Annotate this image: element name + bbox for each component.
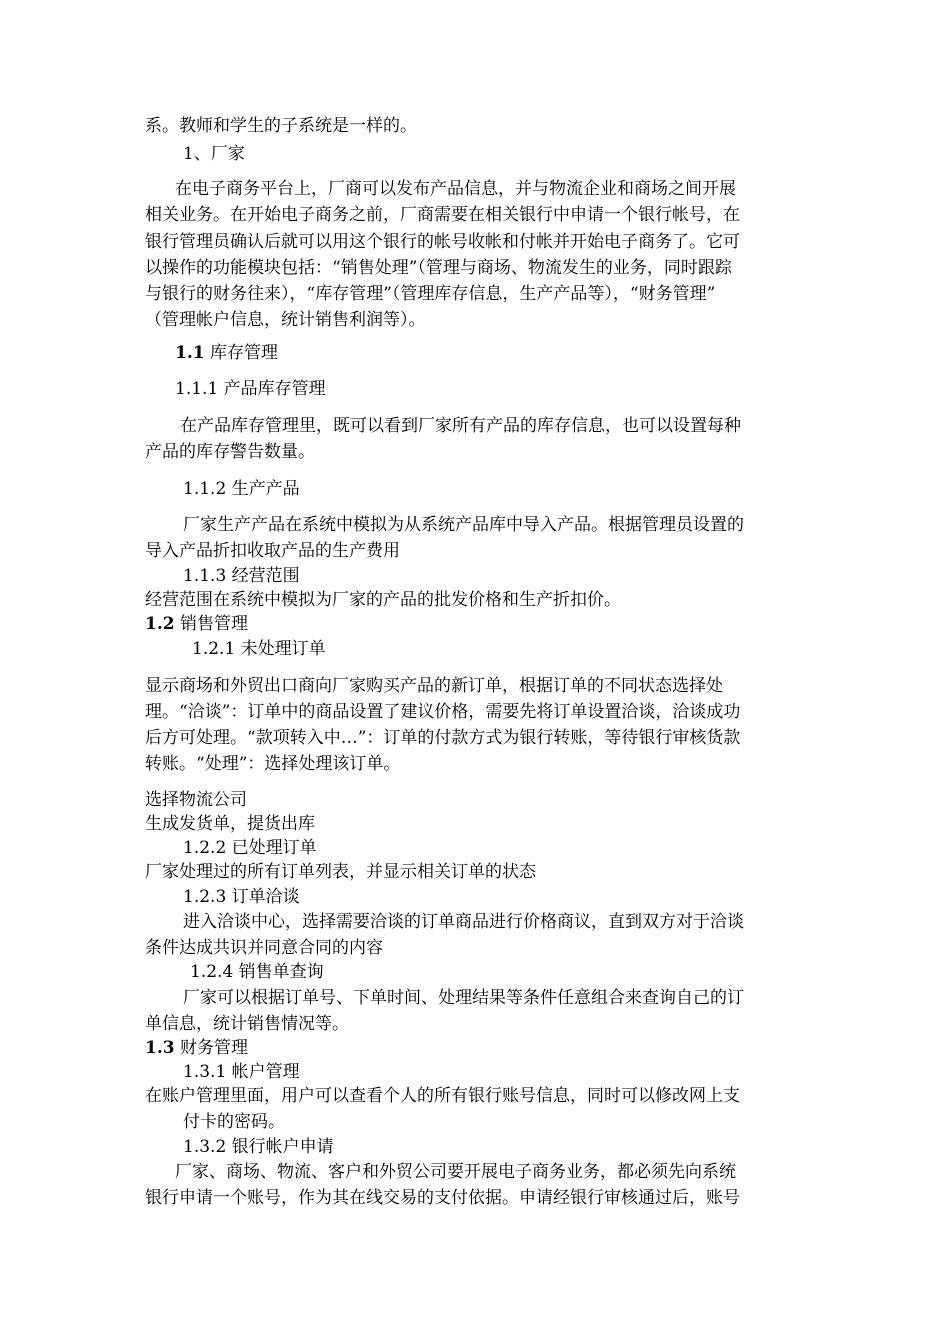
paragraph-line: 银行申请一个账号，作为其在线交易的支付依据。申请经银行审核通过后，账号 [145,1188,740,1208]
heading-1-2-2: 1.2.2 已处理订单 [183,838,317,858]
intro-tail-line: 系。教师和学生的子系统是一样的。 [145,116,417,136]
paragraph-line: 在电子商务平台上，厂商可以发布产品信息，并与物流企业和商场之间开展 [175,179,736,199]
heading-number: 1.2 [145,614,175,634]
paragraph-line: 相关业务。在开始电子商务之前，厂商需要在相关银行中申请一个银行帐号，在 [145,205,740,225]
paragraph-select-logistics: 选择物流公司 [145,790,247,810]
heading-title: 销售管理 [179,614,248,634]
paragraph-1-1-3: 经营范围在系统中模拟为厂家的产品的批发价格和生产折扣价。 [145,590,621,610]
paragraph-line: 厂家、商场、物流、客户和外贸公司要开展电子商务业务，都必须先向系统 [175,1162,736,1182]
paragraph-line: 在账户管理里面，用户可以查看个人的所有银行账号信息，同时可以修改网上支 [145,1086,740,1106]
paragraph-line: （管理帐户信息，统计销售利润等）。 [145,310,426,330]
paragraph-line: 后方可处理。“款项转入中…”：订单的付款方式为银行转账，等待银行审核货款 [145,728,741,748]
heading-1-2-3: 1.2.3 订单洽谈 [183,887,300,907]
paragraph-line: 厂家生产产品在系统中模拟为从系统产品库中导入产品。根据管理员设置的 [183,515,744,535]
heading-number: 1.1 [175,343,205,363]
heading-1-2 [145,612,248,636]
heading-title: 财务管理 [179,1038,248,1058]
paragraph-line: 单信息，统计销售情况等。 [145,1014,349,1034]
paragraph-line: 付卡的密码。 [183,1112,285,1132]
heading-1-1 [175,341,278,365]
paragraph-line: 厂家可以根据订单号、下单时间、处理结果等条件任意组合来查询自己的订 [183,988,744,1008]
heading-1-2-4: 1.2.4 销售单查询 [190,962,324,982]
heading-1-3-2: 1.3.2 银行帐户申请 [183,1137,334,1157]
paragraph-line: 产品的库存警告数量。 [145,442,315,462]
heading-1-3-1: 1.3.1 帐户管理 [183,1062,300,1082]
heading-1-2-1: 1.2.1 未处理订单 [192,639,326,659]
heading-title: 库存管理 [209,343,278,363]
heading-1-1-2: 1.1.2 生产产品 [183,479,300,499]
paragraph-shipping: 生成发货单，提货出库 [145,814,315,834]
paragraph-line: 银行管理员确认后就可以用这个银行的帐号收帐和付帐并开始电子商务了。它可 [145,232,740,252]
paragraph-line: 导入产品折扣收取产品的生产费用 [145,541,400,561]
paragraph-line: 转账。“处理”：选择处理该订单。 [145,754,401,774]
paragraph-line: 在产品库存管理里，既可以看到厂家所有产品的库存信息，也可以设置每种 [180,416,741,436]
paragraph-1-2-2: 厂家处理过的所有订单列表，并显示相关订单的状态 [145,862,536,882]
heading-1-3 [145,1036,248,1060]
paragraph-line: 条件达成共识并同意合同的内容 [145,938,383,958]
paragraph-line: 显示商场和外贸出口商向厂家购买产品的新订单，根据订单的不同状态选择处 [145,676,723,696]
paragraph-line: 理。“洽谈”：订单中的商品设置了建议价格，需要先将订单设置洽谈，洽谈成功 [145,702,741,722]
heading-factory: 1、厂家 [183,144,245,164]
paragraph-line: 进入洽谈中心，选择需要洽谈的订单商品进行价格商议，直到双方对于洽谈 [183,912,744,932]
paragraph-line: 与银行的财务往来），“库存管理”（管理库存信息，生产产品等），“财务管理” [145,284,716,304]
heading-number: 1.3 [145,1038,175,1058]
heading-1-1-1: 1.1.1 产品库存管理 [175,379,326,399]
heading-1-1-3: 1.1.3 经营范围 [183,566,300,586]
paragraph-line: 以操作的功能模块包括：“销售处理”（管理与商场、物流发生的业务，同时跟踪 [145,258,732,278]
